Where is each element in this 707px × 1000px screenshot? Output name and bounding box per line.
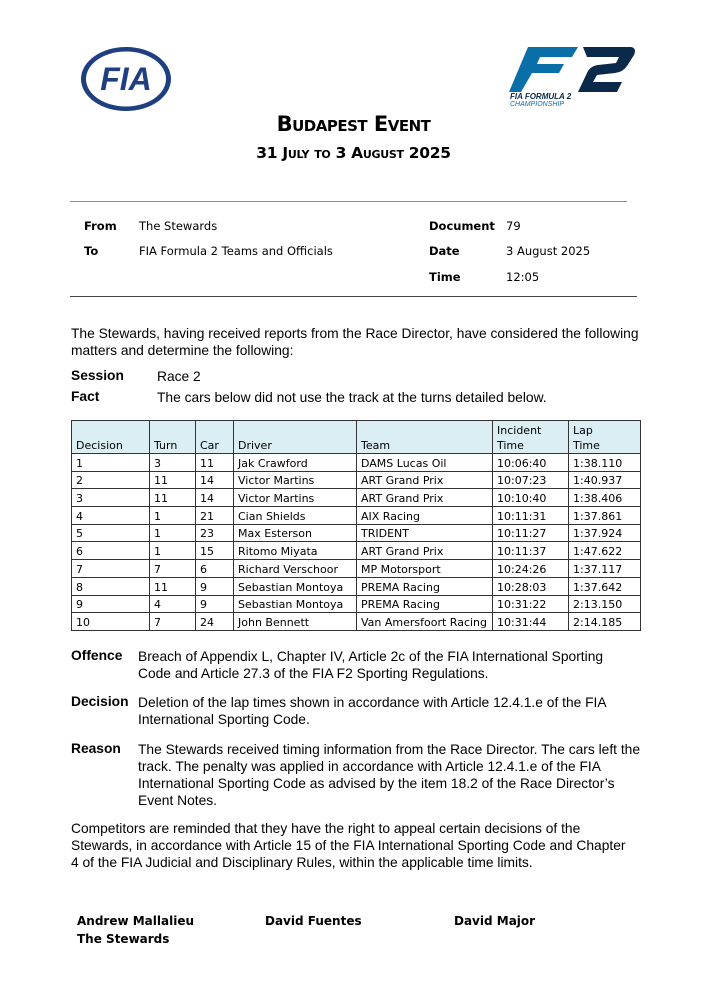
table-row bbox=[72, 454, 641, 472]
cell-team: DAMS Lucas Oil bbox=[357, 454, 493, 472]
cell-incident: 10:10:40 bbox=[493, 489, 569, 507]
intro-paragraph: The Stewards, having received reports from the Race Director, have considered the following matters and determine the following: bbox=[71, 326, 639, 358]
cell-decision: 2 bbox=[72, 471, 150, 489]
table-row bbox=[72, 489, 641, 507]
offence-value: Breach of Appendix L, Chapter IV, Article 2c of the FIA International Sporting Code and Article 27.3 of the FIA F2 Sporting Regulations. bbox=[138, 649, 604, 681]
cell-turn: 4 bbox=[150, 595, 196, 613]
cell-car: 9 bbox=[196, 577, 234, 595]
cell-driver: Victor Martins bbox=[234, 489, 357, 507]
cell-team: ART Grand Prix bbox=[357, 489, 493, 507]
f2-championship-logo bbox=[506, 44, 636, 106]
col-decision-label: Decision bbox=[76, 439, 123, 452]
cell-lap: 1:38.110 bbox=[569, 454, 641, 472]
cell-lap: 1:40.937 bbox=[569, 471, 641, 489]
closing-paragraph: Competitors are reminded that they have the right to appeal certain decisions of the Stewards, in accordance with Article 15 of the FIA International Sporting Code and Chapter 4 of the FIA Judicial and Disciplinary Rules, within the applicable time limits. bbox=[71, 821, 626, 870]
cell-decision: 4 bbox=[72, 507, 150, 525]
cell-driver: Richard Verschoor bbox=[234, 560, 357, 578]
col-car bbox=[196, 421, 234, 454]
cell-decision: 10 bbox=[72, 613, 150, 631]
to-value: FIA Formula 2 Teams and Officials bbox=[139, 244, 333, 258]
cell-turn: 3 bbox=[150, 454, 196, 472]
time-label: Time bbox=[429, 270, 461, 284]
fact-label: Fact bbox=[71, 389, 100, 404]
cell-car: 14 bbox=[196, 471, 234, 489]
cell-car: 6 bbox=[196, 560, 234, 578]
cell-incident: 10:11:31 bbox=[493, 507, 569, 525]
col-driver-label: Driver bbox=[238, 439, 272, 452]
cell-decision: 3 bbox=[72, 489, 150, 507]
signature-steward-1: Andrew Mallalieu bbox=[77, 914, 195, 928]
cell-lap: 2:13.150 bbox=[569, 595, 641, 613]
cell-driver: Victor Martins bbox=[234, 471, 357, 489]
from-value: The Stewards bbox=[139, 219, 218, 233]
signature-steward-2: David Fuentes bbox=[265, 914, 362, 928]
cell-decision: 6 bbox=[72, 542, 150, 560]
cell-driver: Jak Crawford bbox=[234, 454, 357, 472]
cell-team: PREMA Racing bbox=[357, 577, 493, 595]
cell-incident: 10:11:37 bbox=[493, 542, 569, 560]
cell-team: Van Amersfoort Racing bbox=[357, 613, 493, 631]
col-car-label: Car bbox=[200, 439, 219, 452]
cell-decision: 5 bbox=[72, 524, 150, 542]
decision-label: Decision bbox=[71, 694, 129, 709]
table-row bbox=[72, 542, 641, 560]
cell-driver: Cian Shields bbox=[234, 507, 357, 525]
header-divider-bottom bbox=[70, 296, 637, 297]
cell-car: 24 bbox=[196, 613, 234, 631]
table-header-row bbox=[72, 421, 641, 454]
cell-turn: 1 bbox=[150, 507, 196, 525]
cell-turn: 11 bbox=[150, 471, 196, 489]
table-row bbox=[72, 577, 641, 595]
cell-team: PREMA Racing bbox=[357, 595, 493, 613]
date-value: 3 August 2025 bbox=[506, 244, 591, 258]
header-divider-top bbox=[70, 201, 627, 202]
cell-turn: 7 bbox=[150, 560, 196, 578]
cell-team: MP Motorsport bbox=[357, 560, 493, 578]
date-label: Date bbox=[429, 244, 460, 258]
cell-car: 15 bbox=[196, 542, 234, 560]
cell-decision: 9 bbox=[72, 595, 150, 613]
cell-lap: 1:47.622 bbox=[569, 542, 641, 560]
table-row bbox=[72, 507, 641, 525]
cell-car: 9 bbox=[196, 595, 234, 613]
cell-turn: 11 bbox=[150, 577, 196, 595]
table-row bbox=[72, 471, 641, 489]
table-row bbox=[72, 560, 641, 578]
cell-lap: 2:14.185 bbox=[569, 613, 641, 631]
table-row bbox=[72, 595, 641, 613]
cell-incident: 10:31:44 bbox=[493, 613, 569, 631]
cell-incident: 10:07:23 bbox=[493, 471, 569, 489]
col-turn bbox=[150, 421, 196, 454]
session-label: Session bbox=[71, 368, 124, 383]
fia-logo bbox=[80, 46, 172, 112]
cell-driver: John Bennett bbox=[234, 613, 357, 631]
cell-incident: 10:24:26 bbox=[493, 560, 569, 578]
cell-lap: 1:38.406 bbox=[569, 489, 641, 507]
col-incident-time bbox=[493, 421, 569, 454]
cell-team: ART Grand Prix bbox=[357, 471, 493, 489]
time-value: 12:05 bbox=[506, 270, 540, 284]
reason-label: Reason bbox=[71, 741, 121, 756]
to-label: To bbox=[84, 244, 99, 258]
cell-driver: Sebastian Montoya bbox=[234, 577, 357, 595]
cell-driver: Ritomo Miyata bbox=[234, 542, 357, 560]
cell-team: ART Grand Prix bbox=[357, 542, 493, 560]
col-decision bbox=[72, 421, 150, 454]
cell-car: 23 bbox=[196, 524, 234, 542]
document-subtitle: 31 July to 3 August 2025 bbox=[256, 144, 451, 162]
reason-value: The Stewards received timing information from the Race Director. The cars left the track. The penalty was applied in accordance with Article 12.4.1.e of the FIA International Sporting Code as advised by the item 18.2 of the Race Director’s Event Notes. bbox=[138, 742, 641, 808]
col-lap-time bbox=[569, 421, 641, 454]
offence-label: Offence bbox=[71, 648, 123, 663]
cell-lap: 1:37.642 bbox=[569, 577, 641, 595]
col-team bbox=[357, 421, 493, 454]
col-team-label: Team bbox=[361, 439, 391, 452]
document-number: 79 bbox=[506, 219, 521, 233]
cell-lap: 1:37.117 bbox=[569, 560, 641, 578]
cell-decision: 1 bbox=[72, 454, 150, 472]
cell-incident: 10:06:40 bbox=[493, 454, 569, 472]
fia-logo-text: FIA bbox=[100, 61, 152, 97]
cell-decision: 7 bbox=[72, 560, 150, 578]
cell-car: 11 bbox=[196, 454, 234, 472]
cell-incident: 10:31:22 bbox=[493, 595, 569, 613]
f2-logo-line1: FIA FORMULA 2 bbox=[510, 92, 572, 101]
cell-car: 21 bbox=[196, 507, 234, 525]
cell-incident: 10:11:27 bbox=[493, 524, 569, 542]
col-turn-label: Turn bbox=[154, 439, 178, 452]
cell-lap: 1:37.861 bbox=[569, 507, 641, 525]
col-driver bbox=[234, 421, 357, 454]
track-limits-table bbox=[71, 420, 641, 631]
document-title: Budapest Event bbox=[276, 112, 431, 136]
cell-turn: 11 bbox=[150, 489, 196, 507]
cell-driver: Sebastian Montoya bbox=[234, 595, 357, 613]
cell-turn: 7 bbox=[150, 613, 196, 631]
cell-decision: 8 bbox=[72, 577, 150, 595]
table-row bbox=[72, 613, 641, 631]
table-row bbox=[72, 524, 641, 542]
decision-value: Deletion of the lap times shown in accordance with Article 12.4.1.e of the FIA International Sporting Code. bbox=[138, 695, 606, 727]
col-incident-label-1: Incident bbox=[497, 424, 542, 437]
cell-turn: 1 bbox=[150, 524, 196, 542]
col-incident-label-2: Time bbox=[497, 439, 524, 452]
document-label: Document bbox=[429, 219, 495, 233]
table-body bbox=[72, 454, 641, 631]
cell-car: 14 bbox=[196, 489, 234, 507]
cell-team: TRIDENT bbox=[357, 524, 493, 542]
signature-footer: The Stewards bbox=[77, 932, 170, 946]
fact-value: The cars below did not use the track at the turns detailed below. bbox=[157, 390, 547, 405]
signature-steward-3: David Major bbox=[454, 914, 536, 928]
f2-logo-line2: CHAMPIONSHIP bbox=[510, 101, 565, 106]
cell-lap: 1:37.924 bbox=[569, 524, 641, 542]
session-value: Race 2 bbox=[157, 369, 201, 384]
cell-turn: 1 bbox=[150, 542, 196, 560]
cell-team: AIX Racing bbox=[357, 507, 493, 525]
from-label: From bbox=[84, 219, 117, 233]
col-lap-label-1: Lap bbox=[573, 424, 593, 437]
cell-incident: 10:28:03 bbox=[493, 577, 569, 595]
cell-driver: Max Esterson bbox=[234, 524, 357, 542]
col-lap-label-2: Time bbox=[573, 439, 600, 452]
